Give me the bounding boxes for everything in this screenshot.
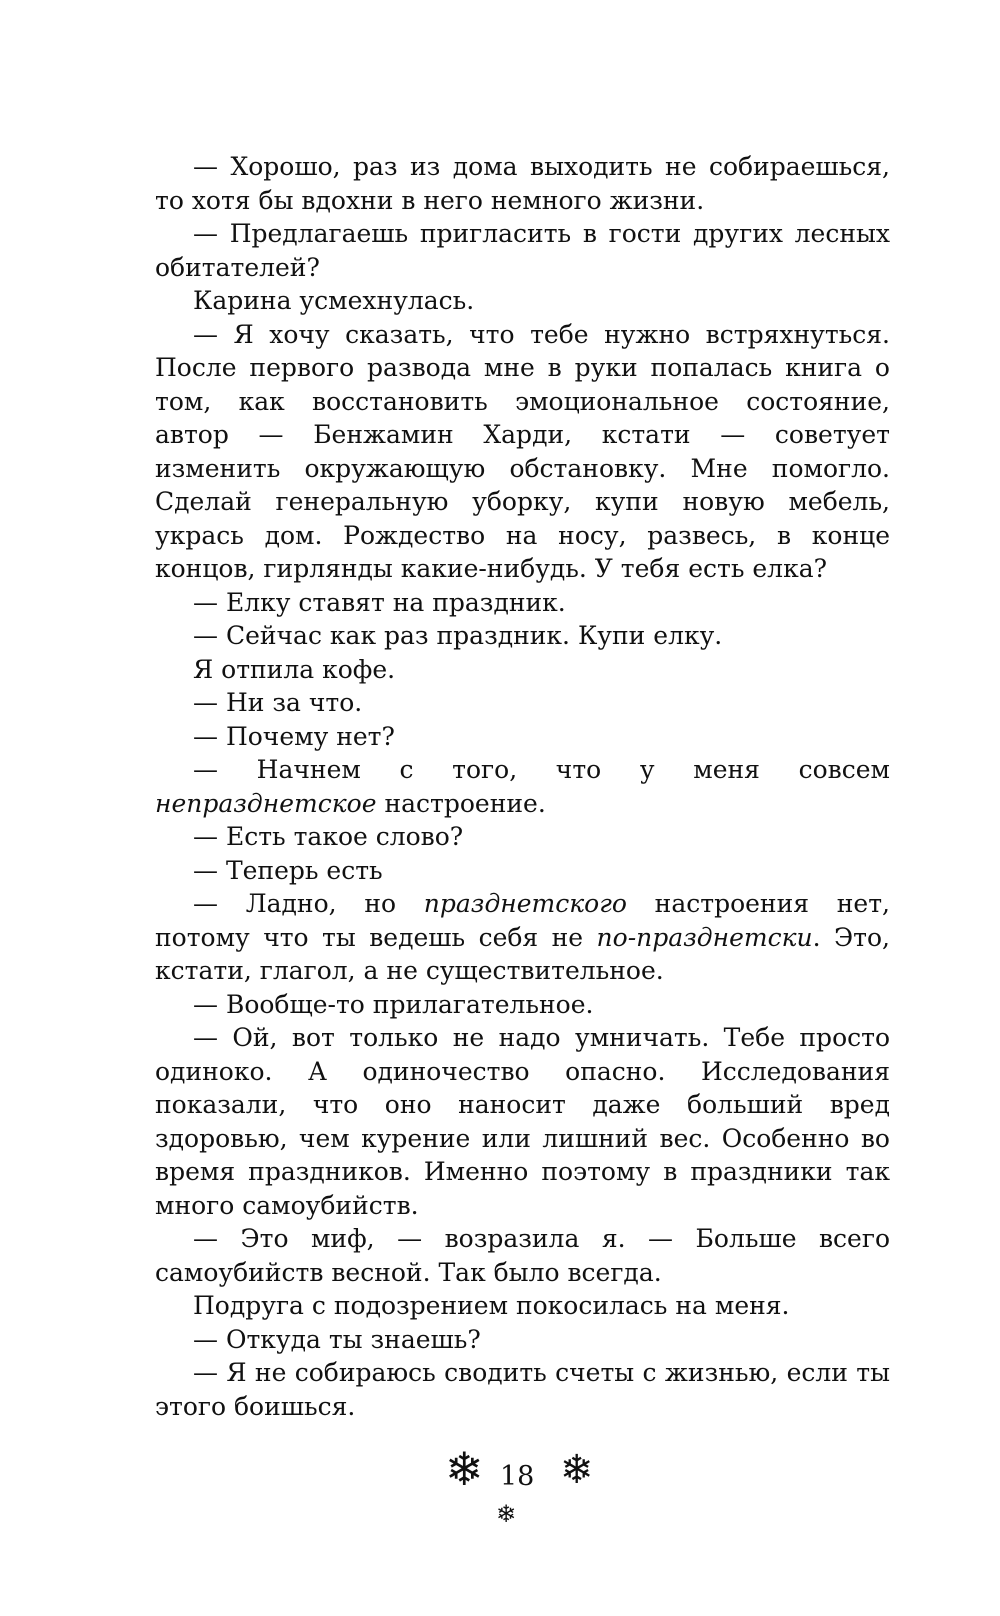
text-run: — Предлагаешь пригласить в гости других лесных обитателей? — [155, 219, 890, 282]
paragraph — [155, 753, 890, 820]
paragraph — [155, 318, 890, 586]
paragraph — [155, 586, 890, 620]
paragraph — [155, 1021, 890, 1222]
snowflake-icon: ❄ — [496, 1500, 517, 1528]
paragraph — [155, 1289, 890, 1323]
paragraph — [155, 1222, 890, 1289]
paragraph — [155, 1356, 890, 1423]
text-run: Карина усмехнулась. — [193, 286, 475, 315]
paragraph — [155, 887, 890, 988]
text-run: — Хорошо, раз из дома выходить не собираешься, то хотя бы вдохни в него немного жизни. — [155, 152, 890, 215]
italic-word: непразднетское — [155, 788, 377, 818]
text-run: Подруга с подозрением покосилась на меня. — [193, 1291, 790, 1320]
italic-word: празднетского — [423, 889, 627, 918]
paragraph — [155, 653, 890, 687]
text-run: — Ни за что. — [193, 688, 363, 717]
text-run: — Елку ставят на праздник. — [193, 587, 566, 617]
text-run: — Вообще-то прилагательное. — [193, 989, 594, 1019]
paragraph — [155, 820, 890, 854]
paragraph — [155, 988, 890, 1022]
text-run: — Ладно, но — [193, 889, 424, 918]
text-run: — Есть такое слово? — [193, 822, 464, 851]
text-run: Я отпила кофе. — [193, 654, 396, 684]
italic-word: по-празднетски — [596, 922, 813, 952]
paragraph — [155, 720, 890, 754]
text-run: — Начнем с того, что у меня совсем — [193, 755, 890, 784]
text-run: — Почему нет? — [193, 721, 395, 751]
snowflake-icon: ❄ — [445, 1442, 484, 1496]
paragraph — [155, 217, 890, 284]
paragraph — [155, 686, 890, 720]
text-run: — Сейчас как раз праздник. Купи елку. — [193, 621, 723, 650]
text-run: . Это, кстати, глагол, а не существительное. — [155, 922, 890, 985]
text-run: — Теперь есть — [193, 855, 383, 885]
page-number: 18 — [500, 1461, 535, 1492]
page-footer — [0, 1440, 1000, 1590]
text-run: — Это миф, — возразила я. — Больше всего самоубийств весной. Так было всегда. — [155, 1224, 890, 1287]
paragraph — [155, 150, 890, 217]
paragraph — [155, 1323, 890, 1357]
paragraph — [155, 854, 890, 888]
text-run: — Я хочу сказать, что тебе нужно встряхнуться. После первого развода мне в руки попалась книга о том, как восстановить эмоциональное состояние, автор — Бенжамин Харди, кстати — советует изменить окружающую обстановку. Мне помогло. Сделай генеральную уборку, купи новую мебель, укрась дом. Рождество на носу, развесь, в конце концов, гирлянды какие-нибудь. У тебя есть елка? — [155, 319, 890, 583]
paragraph — [155, 284, 890, 318]
text-run: — Ой, вот только не надо умничать. Тебе просто одиноко. А одиночество опасно. Исследования показали, что оно наносит даже больший вред здоровью, чем курение или лишний вес. Особенно во время праздников. Именно поэтому в праздники так много самоубийств. — [155, 1023, 890, 1220]
text-run: настроение. — [376, 788, 546, 818]
text-run: — Откуда ты знаешь? — [193, 1324, 481, 1354]
snowflake-icon: ❄ — [560, 1447, 594, 1493]
body-text — [155, 150, 890, 1423]
text-run: — Я не собираюсь сводить счеты с жизнью, если ты этого боишься. — [155, 1358, 890, 1421]
paragraph — [155, 619, 890, 653]
text-run: настроения нет, потому что ты ведешь себя не — [155, 889, 891, 952]
